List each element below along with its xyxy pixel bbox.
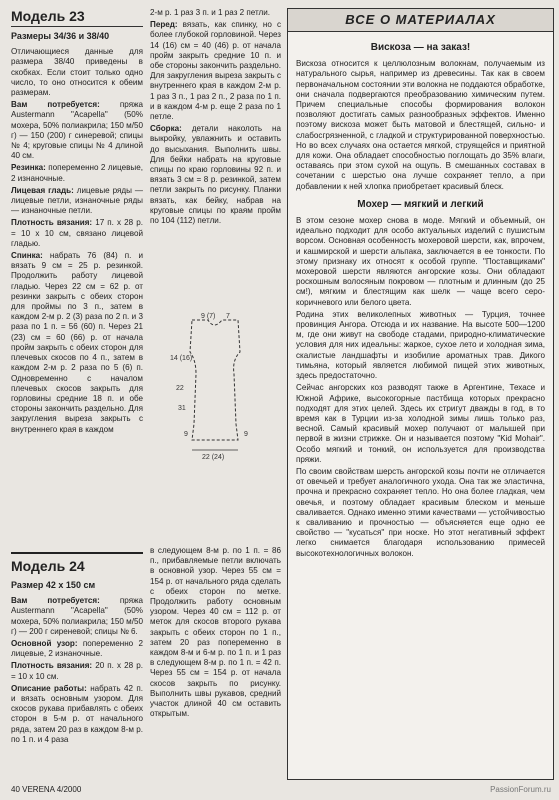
article1-title: Вискоза — на заказ! <box>370 42 471 53</box>
garment-outline <box>190 320 240 440</box>
dim-left-upper: 14 (16) <box>170 355 193 362</box>
model24-density: Плотность вязания: 20 п. х 28 р. = 10 х 10 см. <box>11 661 143 681</box>
divider <box>11 552 143 554</box>
model23-back: Спинка: набрать 76 (84) п. и вязать 9 см = 25 р. резинкой. Продолжить работу лицевой гладью. Через 22 см = 62 р. от резинки закрыть с обеих сторон для проймы по 3 п., затем в каждом 2-м р. 2 (3) раза по 2 п. и 3 раза по 1 п. = 56 (60) п. Через 21 (23) см = 60 (66) р. от начала пройм закрыть с обеих сторон для плечевых скосов по 4 п., затем в каждом 2-м р. 2 раза по 5 (6) п. Одновременно с началом плечевых скосов закрыть для горловины средние 18 п. и обе стороны закончить раздельно. Для закругления выреза закрыть с внутреннего края в каждом <box>11 251 143 434</box>
dim-bottom: 22 (24) <box>202 454 225 461</box>
divider <box>11 26 143 27</box>
model24-column-1 <box>11 580 143 747</box>
model24-materials: Вам потребуется: пряжа Austermann "Acapella" (50% мохера, 50% полиакрила; 150 м/50 г) — 200 г сиреневой; спицы № 6. <box>11 596 143 636</box>
materials-sidebar <box>287 8 554 780</box>
model23-intro: Отличающиеся данные для размера 38/40 приведены в скобках. Если стоит только одно число, то оно относится к обеим размерам. <box>11 47 143 98</box>
article2-p4: По своим свойствам шерсть ангорской козы почти не отличается от овечьей и требует аналогичного ухода. Она так же эластична, прочна и прекрасно сохраняет тепло. Но она более гладкая, чем овечья, и поэтому обладает красивым блеском и меньше сваливается. Однако именно этими качествами — устойчивостью к сваливанию и прочностью — объясняется еще одно ее свойство — "кусаться" при носке. Но этот негативный эффект легко снимается благодаря использованию примесей высокотехнологичных волокон. <box>296 466 545 558</box>
model24-col2: в следующем 8-м р. по 1 п. = 86 п., прибавляемые петли включать в основной узор. Через 55 см = 154 р. от начального ряда сделать с обеих сторон по метке. Продолжить работу основным узором. Через 40 см = 112 р. от меток для скосов второго рукава закрыть с обеих сторон по 1 п., затем 20 раз попеременно в каждом 8-м и 6-м р. по 1 п. и 1 раз в следующем 8-м р. по 1 п. = 42 п. Через 55 см = 154 р. от начала скосов закрыть по рисунку. Выполнить швы рукавов, средний участок длиной 40 см оставить открытым. <box>150 546 281 719</box>
model23-density: Плотность вязания: 17 п. х 28 р. = 10 х 10 см, связано лицевой гладью. <box>11 218 143 248</box>
page-footer: 40 VERENA 4/2000 <box>11 785 82 794</box>
model23-stockinette: Лицевая гладь: лицевые ряды — лицевые петли, изнаночные ряды — изнаночные петли. <box>11 185 143 216</box>
article2-p1: В этом сезоне мохер снова в моде. Мягкий и объемный, он идеально подходит для особо актуальных изделий с пушистым ворсом. Основная особенность мохеровой шерсти, как, впрочем, и кашмирской и шерсти альпака, заключается в ее тонкости. По этому признаку их относят к особой группе. "Поставщиками" мохеровой шерсти являются ангорские козы. Они обладают роскошным волосяным покровом — плотным и длинным (до 25 см!), мягким и блестящим как шелк — чаще всего серо-коричневого или белого цвета. <box>296 216 545 307</box>
model23-sizes: Размеры 34/36 и 38/40 <box>11 31 110 41</box>
article1-text: Вискоза относится к целлюлозным волокнам, получаемым из натурального сырья, например из древесины. Так как в своем первоначальном состоянии эти волокна не поддаются обработке, они сначала подвергаются преобразованию химическим путем. Причем специальные способы формирования волокон позволяют достигать самых разнообразных эффектов. Именно поэтому вискоза может быть матовой и блестящей, сильно- и слабосгрязненной, с гладкой и структурированной поверхностью. Но во всех случаях она остается мягкой, струящейся и приятной для кожи. Она обладает способностью поглощать до 35% влаги, оставаясь при этом сухой на ощупь. В смешанных составах в сочетании с шерстью она лучше сохраняет тепло, а при добавлении к ней хлопка приобретает красивый блеск. <box>296 59 545 191</box>
model23-materials: Вам потребуется: пряжа Austermann "Acapella" (50% мохера, 50% полиакрила; 150 м/50 г) — 150 (200) г синеревой; спицы № 4; круговые спицы № 4 длиной 40 см. <box>11 100 143 161</box>
sidebar-body <box>296 35 545 561</box>
sidebar-title: ВСЕ О МАТЕРИАЛАХ <box>288 9 553 32</box>
model24-section <box>11 546 281 744</box>
model23-column-1 <box>11 8 143 437</box>
dim-left-lower: 31 <box>178 405 186 412</box>
model24-work: Описание работы: набрать 42 п. и вязать основным узором. Для скосов рукава прибавлять с обеих сторон в 5-м р. от начального ряда, затем 20 раз в каждом 8-м р. по 1 п. и 4 раза <box>11 683 143 744</box>
dim-left-mid: 22 <box>176 385 184 392</box>
model23-assembly: Сборка: детали наколоть на выкройку, увлажнить и оставить до высыхания. Выполнить швы. Для бейки набрать на круговые спицы по краю горловины 92 п. и вязать 3 см = 8 р. резинкой, затем петли закрыть по рисунку. Планки вязать, как бейку, набрав на круговые спицы по краям пройм по 104 (112) петли. <box>150 124 281 226</box>
model23-column-2 <box>150 8 281 228</box>
model23-rib: Резинка: попеременно 2 лицевые, 2 изнаночные. <box>11 163 143 183</box>
pattern-diagram <box>150 312 281 462</box>
model24-title: Модель 24 <box>11 558 85 574</box>
dim-top-b: 7 <box>226 313 230 320</box>
model24-sizes: Размер 42 х 150 см <box>11 580 96 590</box>
pattern-diagram-svg <box>150 312 281 462</box>
model23-front: Перед: вязать, как спинку, но с более глубокой горловиной. Через 14 (16) см = 40 (46) р. от начала пройм закрыть средние 10 п. и обе стороны закончить раздельно. Для закругления выреза закрыть с внутреннего края в каждом 2-м р. 1 раз 3 п., 1 раз 2 п., 2 раза по 1 п. и в каждом 4-м р. еще 2 раза по 1 петле. <box>150 20 281 122</box>
dim-top: 9 (7) <box>201 313 216 320</box>
dim-right-lower: 9 <box>244 431 248 438</box>
model23-title: Модель 23 <box>11 8 85 24</box>
watermark: PassionForum.ru <box>490 785 551 794</box>
model24-pattern: Основной узор: попеременно 2 лицевые, 2 изнаночные. <box>11 639 144 659</box>
dim-left-base: 9 <box>184 431 188 438</box>
article2-title: Мохер — мягкий и легкий <box>357 198 484 210</box>
model23-cont: 2-м р. 1 раз 3 п. и 1 раз 2 петли. <box>150 8 271 17</box>
article2-p2: Родина этих великолепных животных — Турция, точнее провинция Ангора. Отсюда и их название. На высоте 500—1200 м, где они живут на свободе стадами, природно-климатические условия для них идеальны: жаркое, сухое лето и холодная зима, скалистые ландшафты и изобилие ароматных трав. Дикого тимьяна, который является любимой пищей этих животных, здесь предостаточно. <box>296 309 545 381</box>
model24-column-2 <box>150 546 281 721</box>
article2-p3: Сейчас ангорских коз разводят также в Аргентине, Техасе и Южной Африке, высокогорные пастбища которых прекрасно подходят для этих целей. Здесь их стригут дважды в год, в то время как в Турции из-за холодной зимы лишь только раз, весной. Самый красивый мохер получают от малышей при первой в жизни стрижке. Он и называется поэтому "Kid Mohair". Особо мягкий и тонкий, он используется для производства пряжи. <box>296 383 545 464</box>
